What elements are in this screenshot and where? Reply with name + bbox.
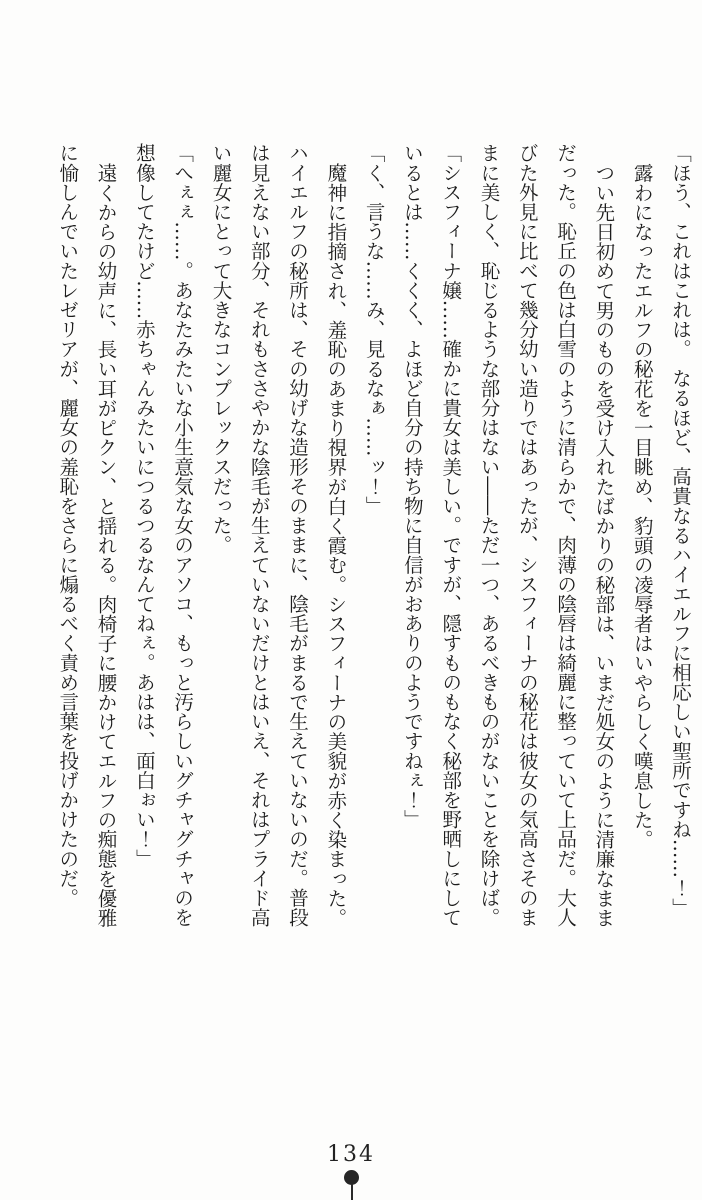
footer-line-ornament bbox=[351, 1184, 353, 1200]
footer-dot-ornament bbox=[344, 1170, 359, 1185]
paragraph-narration-1: 露わになったエルフの秘花を一目眺め、豹頭の凌辱者はいやらしく嘆息した。 bbox=[630, 162, 654, 849]
paragraph-dialogue-1: 「ほう、これはこれは。 なるほど、高貴なるハイエルフに相応しい聖所ですね……！」 bbox=[669, 143, 692, 918]
page-number: 134 bbox=[327, 1142, 375, 1167]
paragraph-narration-2: つい先日初めて男のものを受け入れたばかりの秘部は、いまだ処女のように清廉なままだった。恥丘の色は白雪のように清らかで、肉薄の陰唇は綺麗に整っていて上品だ。大人びた外見に比べて幾分幼い造りではあったが、シスフィーナの秘花は彼女の気高さそのままに美しく、恥じるような部分はない――ただ一つ、あるべきものがないことを除けば。 bbox=[477, 143, 616, 927]
paragraph-narration-4: 遠くからの幼声に、長い耳がピクン、と揺れる。肉椅子に腰かけてエルフの痴態を優雅に愉しんでいたレゼリアが、麗女の羞恥をさらに煽るべく責め言葉を投げかけたのだ。 bbox=[56, 143, 118, 927]
paragraph-dialogue-2: 「シスフィーナ嬢……確かに貴女は美しい。ですが、隠すものもなく秘部を野晒しにしているとは……くくく、よほど自分の持ち物に自信がおありのようですねぇ！」 bbox=[400, 143, 463, 927]
paragraph-dialogue-3: 「く、言うな……み、見るなぁ……ッ！」 bbox=[362, 143, 386, 516]
paragraph-dialogue-4: 「へぇぇ……。あなたみたいな小生意気な女のアソコ、もっと汚らしいグチャグチャのを想像してたけど……赤ちゃんみたいにつるつるなんてねぇ。あはは、面白ぉい！」 bbox=[132, 143, 195, 927]
paragraph-narration-3: 魔神に指摘され、羞恥のあまり視界が白く霞む。シスフィーナの美貌が赤く染まった。ハイエルフの秘所は、その幼げな造形そのままに、陰毛がまるで生えていないのだ。普段は見えない部分、それもささやかな陰毛が生えていないだけとはいえ、それはプライド高い麗女にとって大きなコンプレックスだった。 bbox=[209, 143, 348, 927]
vertical-text-block bbox=[48, 143, 699, 929]
